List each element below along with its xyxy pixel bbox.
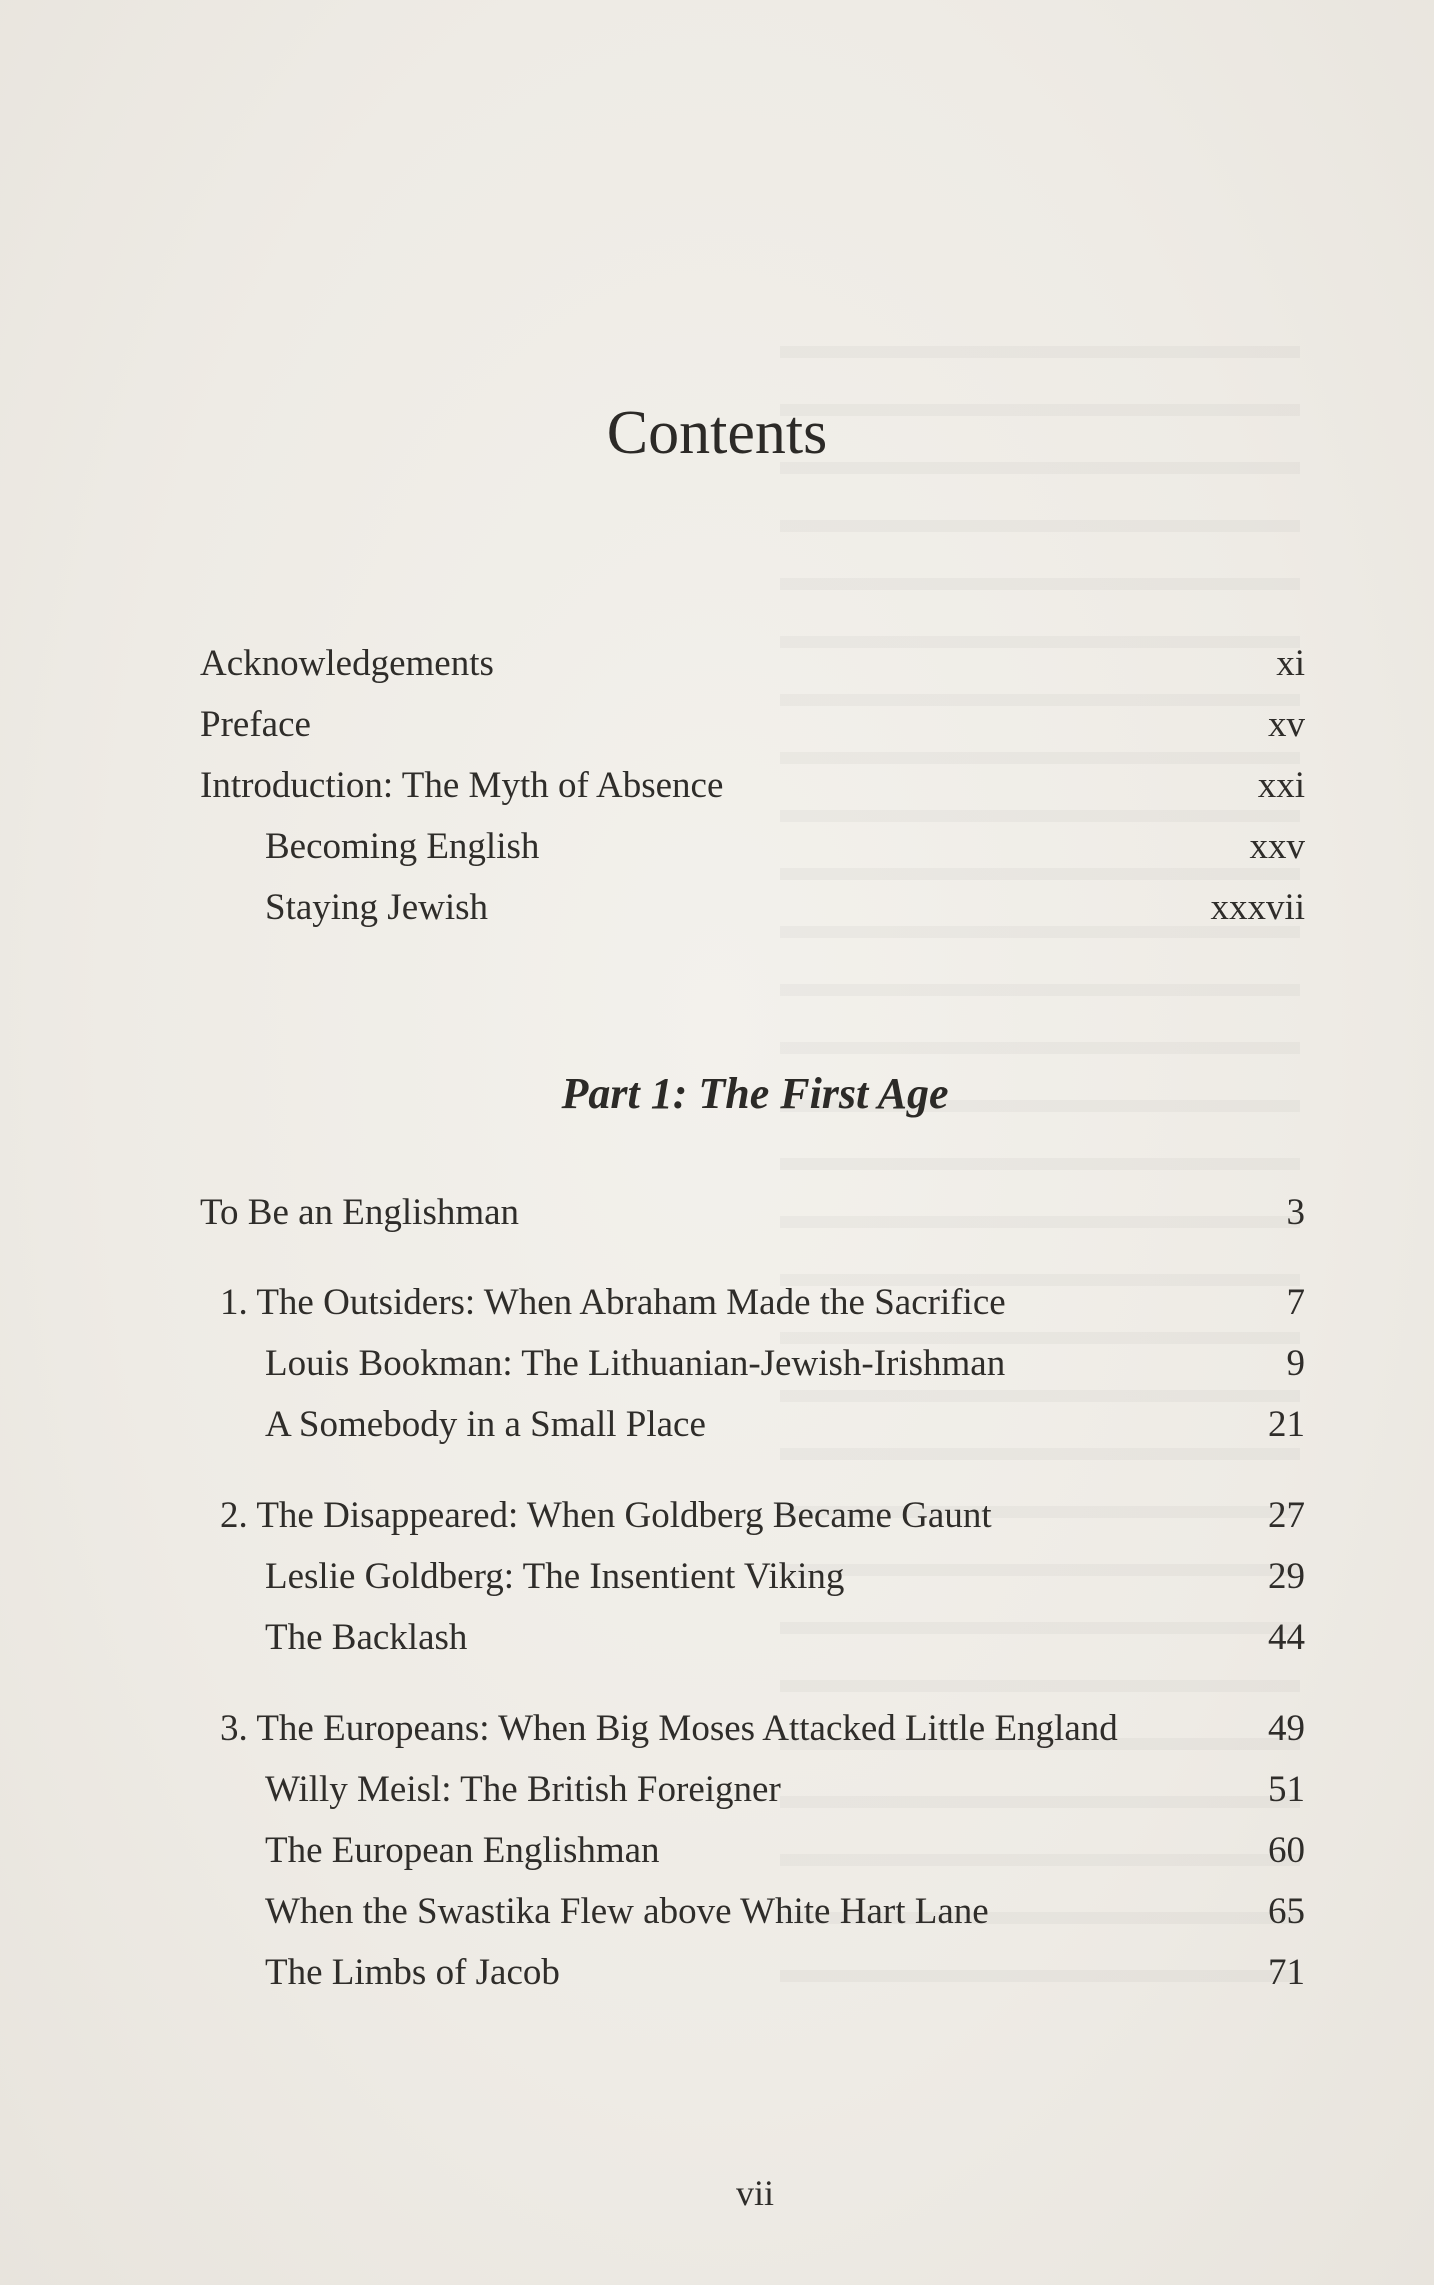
toc-chapter <box>200 1281 1305 1331</box>
toc-entry-label: Becoming English <box>265 826 540 867</box>
page-title: Contents <box>606 399 828 467</box>
toc-entry-page: 3 <box>1286 1192 1305 1233</box>
toc-subentry <box>200 1342 1305 1392</box>
toc-entry-page: 44 <box>1268 1617 1305 1658</box>
toc-entry-label: Louis Bookman: The Lithuanian-Jewish-Irishman <box>265 1343 1006 1384</box>
toc-subentry <box>200 886 1305 936</box>
toc-entry-label: Leslie Goldberg: The Insentient Viking <box>265 1556 845 1597</box>
toc-entry-page: 9 <box>1286 1343 1305 1384</box>
toc-chapter <box>200 1494 1305 1544</box>
part-heading: Part 1: The First Age <box>561 1069 949 1118</box>
toc-entry <box>200 642 1305 692</box>
toc-subentry <box>200 1829 1305 1879</box>
toc-entry-label: The Limbs of Jacob <box>265 1952 560 1993</box>
toc-subentry <box>200 1890 1305 1940</box>
toc-chapter-label: 2. The Disappeared: When Goldberg Became Gaunt <box>220 1495 992 1536</box>
toc-subentry <box>200 1768 1305 1818</box>
toc-entry-page: 60 <box>1268 1830 1305 1871</box>
toc-entry-page: xxxvii <box>1210 887 1305 928</box>
toc-entry-label: Introduction: The Myth of Absence <box>200 765 724 806</box>
toc-subentry <box>200 1403 1305 1453</box>
toc-entry <box>200 703 1305 753</box>
toc-entry-label: To Be an Englishman <box>200 1192 520 1233</box>
toc-entry-label: The European Englishman <box>265 1830 660 1871</box>
toc-chapter-label: 1. The Outsiders: When Abraham Made the Sacrifice <box>220 1282 1006 1323</box>
toc-entry-page: 7 <box>1286 1282 1305 1323</box>
toc-entry-page: 27 <box>1268 1495 1305 1536</box>
toc-entry-label: Willy Meisl: The British Foreigner <box>265 1769 781 1810</box>
toc-entry-page: 65 <box>1268 1891 1305 1932</box>
toc-chapter <box>200 1707 1305 1757</box>
toc-subentry <box>200 1555 1305 1605</box>
toc-entry-page: 49 <box>1268 1708 1305 1749</box>
toc-entry-page: xxi <box>1257 765 1305 806</box>
toc-subentry <box>200 825 1305 875</box>
page-number: vii <box>735 2173 774 2213</box>
toc-entry-label: When the Swastika Flew above White Hart Lane <box>265 1891 989 1932</box>
toc-entry-page: xv <box>1268 704 1305 745</box>
toc-entry-label: Staying Jewish <box>265 887 489 928</box>
toc-subentry <box>200 1951 1305 2001</box>
toc-entry-page: 21 <box>1268 1404 1305 1445</box>
toc-entry-page: 71 <box>1268 1952 1305 1993</box>
toc-entry <box>200 764 1305 814</box>
toc-entry-label: Preface <box>200 704 311 745</box>
toc-entry-page: xxv <box>1249 826 1305 867</box>
toc-entry-page: 51 <box>1268 1769 1305 1810</box>
toc-chapter-label: 3. The Europeans: When Big Moses Attacked Little England <box>220 1708 1118 1749</box>
toc-entry-label: Acknowledgements <box>200 643 494 684</box>
toc-entry-page: xi <box>1276 643 1305 684</box>
toc-entry-label: A Somebody in a Small Place <box>265 1404 706 1445</box>
toc-entry <box>200 1191 1305 1241</box>
toc-subentry <box>200 1616 1305 1666</box>
toc-entry-page: 29 <box>1268 1556 1305 1597</box>
toc-entry-label: The Backlash <box>265 1617 468 1658</box>
